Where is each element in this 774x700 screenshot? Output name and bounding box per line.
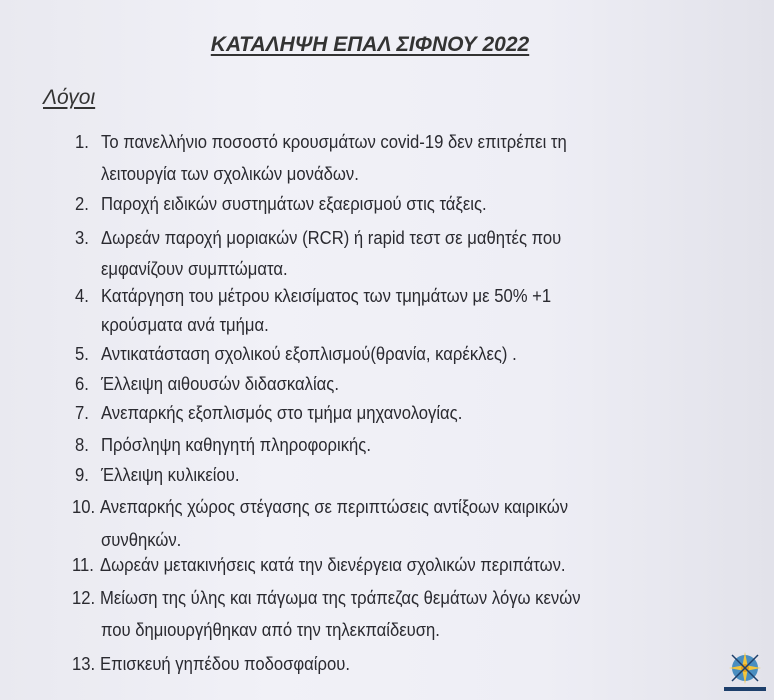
item-number: 9. (75, 464, 89, 485)
item-text: Ανεπαρκής εξοπλισμός στο τμήμα μηχανολογίας. (101, 402, 463, 423)
item-number: 11. (72, 554, 94, 575)
item-number: 4. (75, 285, 89, 306)
item-number: 8. (75, 434, 89, 455)
item-text: Πρόσληψη καθηγητή πληροφορικής. (101, 434, 371, 455)
item-text: λειτουργία των σχολικών μονάδων. (101, 163, 359, 184)
item-text: Το πανελλήνιο ποσοστό κρουσμάτων covid-19 δεν επιτρέπει τη (101, 131, 567, 152)
item-text: Έλλειψη κυλικείου. (101, 464, 240, 485)
item-text: που δημιουργήθηκαν από την τηλεκπαίδευση. (101, 619, 440, 640)
item-number: 6. (75, 373, 89, 394)
item-text: Έλλειψη αιθουσών διδασκαλίας. (101, 373, 339, 394)
item-number: 2. (75, 193, 89, 214)
item-text: Κατάργηση του μέτρου κλεισίματος των τμημάτων με 50% +1 (101, 285, 552, 306)
compass-logo-icon (722, 648, 768, 694)
item-text: κρούσματα ανά τμήμα. (101, 314, 269, 335)
item-text: Μείωση της ύλης και πάγωμα της τράπεζας θεμάτων λόγω κενών (100, 587, 581, 608)
item-number: 5. (75, 343, 89, 364)
document-title: ΚΑΤΑΛΗΨΗ ΕΠΑΛ ΣΙΦΝΟΥ 2022 (210, 33, 530, 56)
item-text: Αντικατάσταση σχολικού εξοπλισμού(θρανία, καρέκλες) . (101, 343, 517, 364)
item-number: 3. (75, 227, 89, 248)
item-text: Δωρεάν παροχή μοριακών (RCR) ή rapid τεστ σε μαθητές που (101, 227, 562, 248)
item-number: 10. (72, 496, 96, 517)
item-text: Δωρεάν μετακινήσεις κατά την διενέργεια σχολικών περιπάτων. (100, 554, 566, 575)
item-number: 12. (72, 587, 96, 608)
item-number: 7. (75, 402, 89, 423)
item-text: συνθηκών. (101, 529, 182, 550)
item-number: 1. (75, 131, 89, 152)
item-number: 13. (72, 653, 96, 674)
section-heading: Λόγοι (43, 86, 96, 109)
item-text: εμφανίζουν συμπτώματα. (101, 258, 288, 279)
item-text: Ανεπαρκής χώρος στέγασης σε περιπτώσεις αντίξοων καιρικών (100, 496, 569, 517)
item-text: Παροχή ειδικών συστημάτων εξαερισμού στις τάξεις. (101, 193, 487, 214)
item-text: Επισκευή γηπέδου ποδοσφαίρου. (100, 653, 350, 674)
